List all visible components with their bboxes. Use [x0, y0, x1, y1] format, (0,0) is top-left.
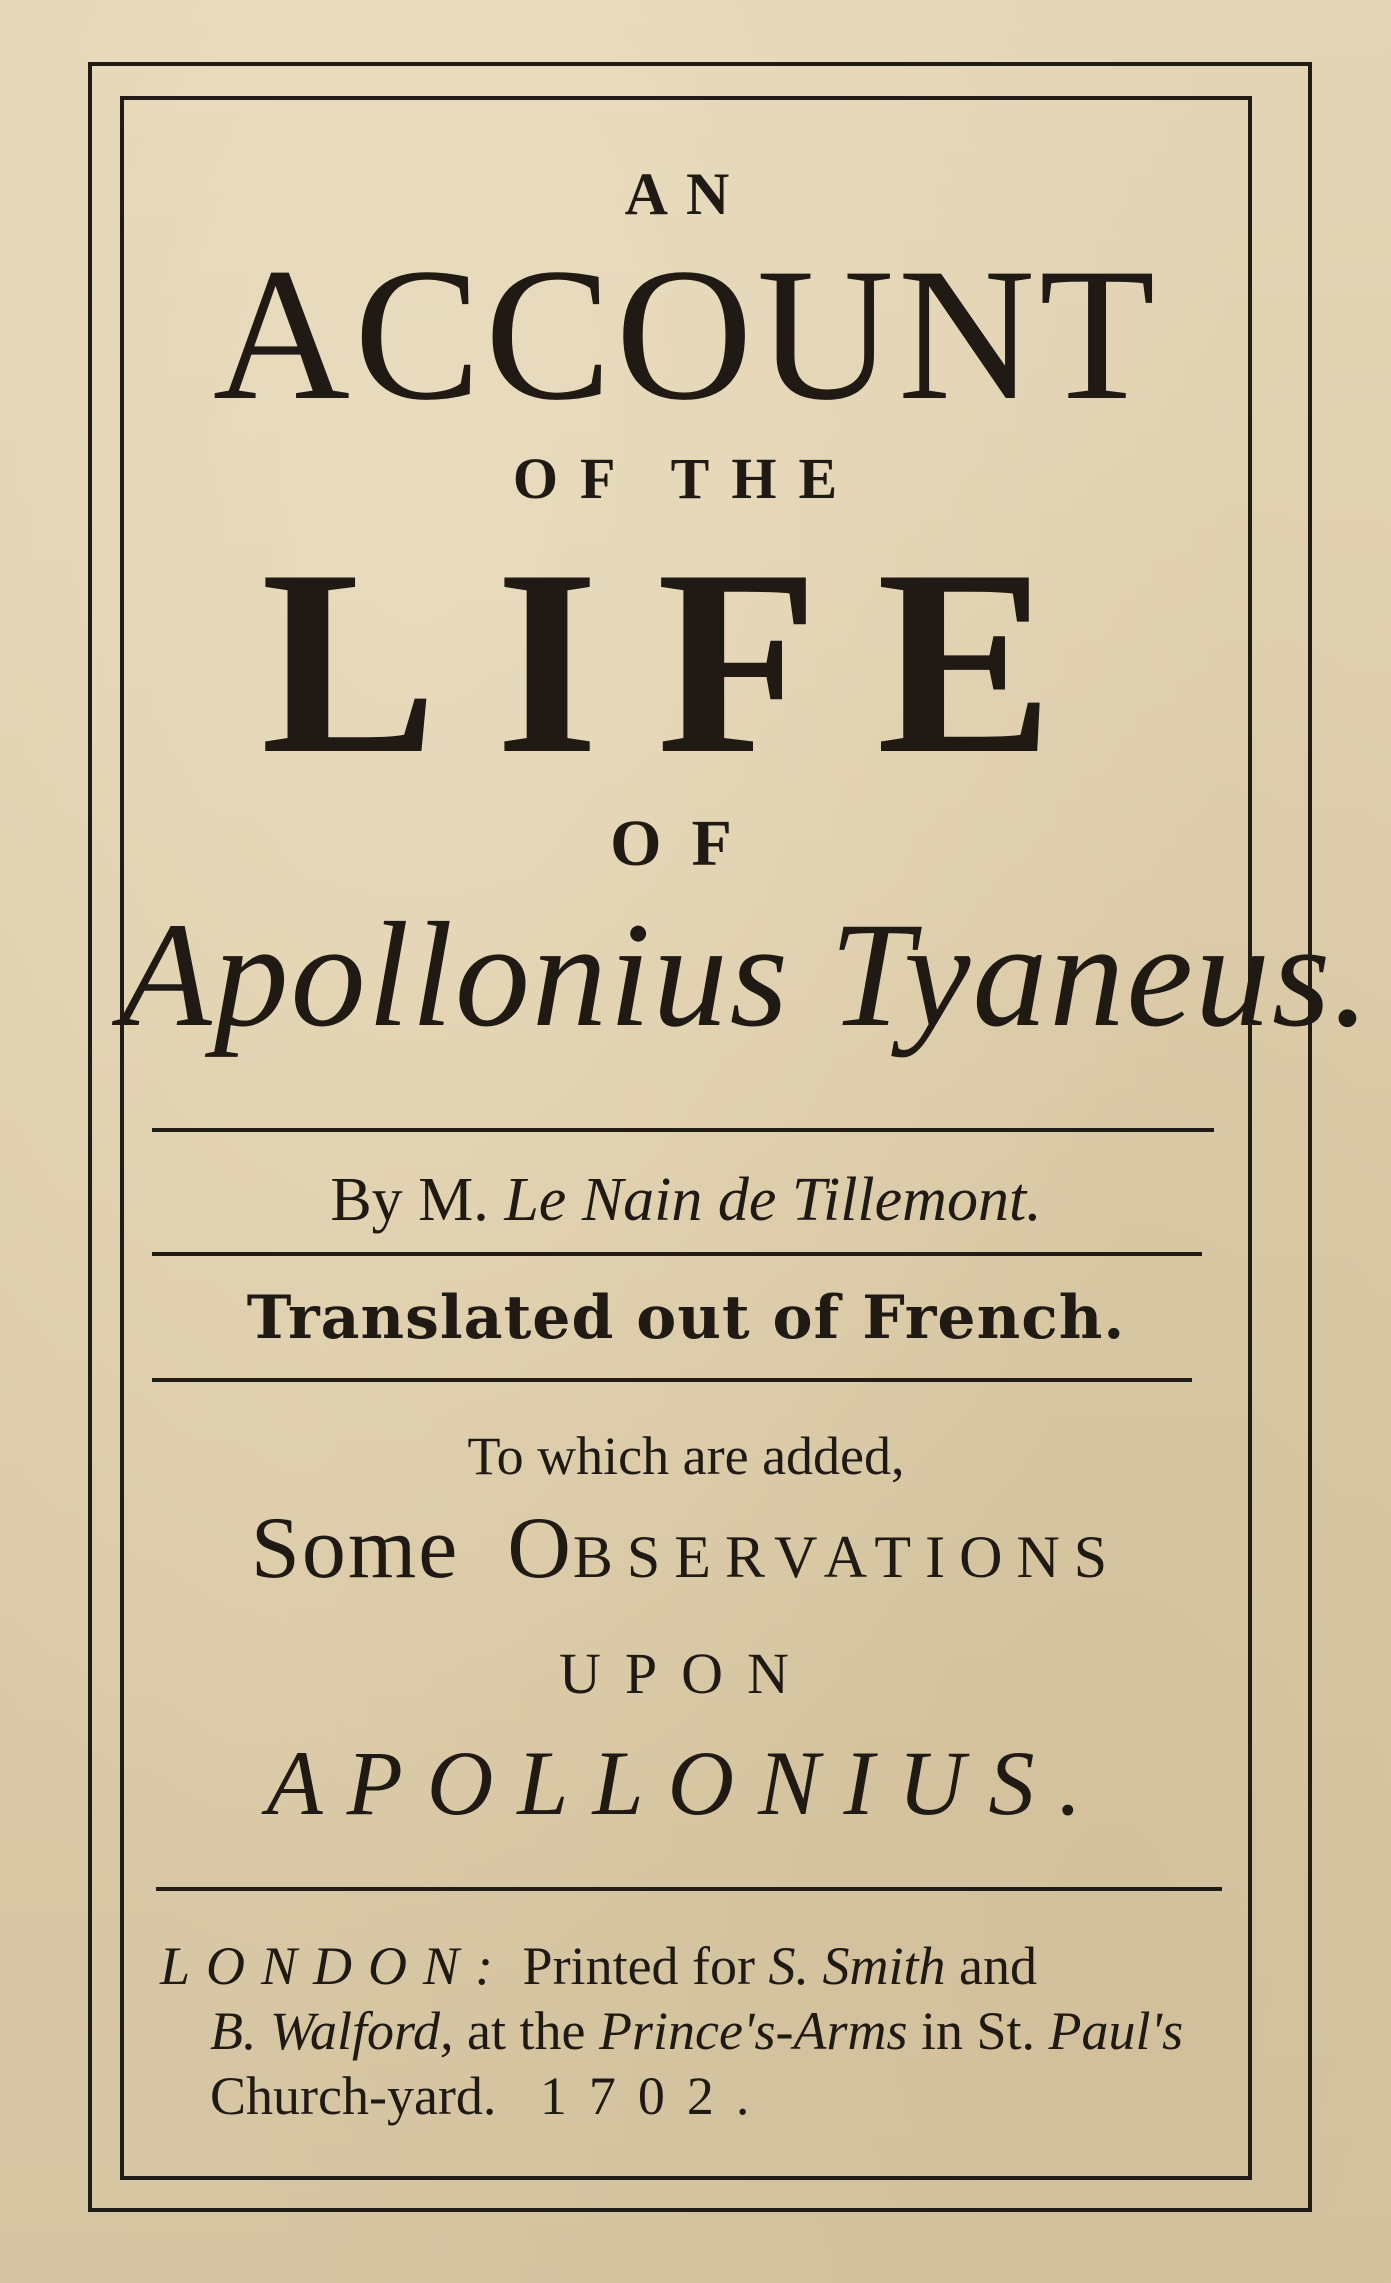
imprint-city: LONDON:	[160, 1936, 510, 1996]
title-line-of-the: OF THE	[512, 446, 860, 511]
word-some: Some	[250, 1500, 460, 1597]
rule-divider-1	[152, 1128, 1214, 1132]
imprint-at-the: at the	[467, 2001, 586, 2061]
rule-divider-4	[156, 1887, 1222, 1891]
obs-rest: BSERVATIONS	[572, 1524, 1122, 1590]
title-line-an: AN	[624, 161, 748, 227]
imprint-line-2	[210, 2000, 1240, 2062]
rule-divider-2	[152, 1252, 1202, 1256]
title-subject: Apollonius Tyaneus.	[120, 892, 1372, 1058]
title-line-account: ACCOUNT	[212, 230, 1160, 440]
title-line-of: OF	[610, 807, 762, 880]
imprint-printer-1: S. Smith	[768, 1936, 946, 1996]
additions-intro: To which are added,	[467, 1426, 905, 1486]
obs-initial: O	[507, 1500, 573, 1597]
additions-upon: UPON	[559, 1641, 813, 1706]
imprint-sign: Prince's-Arms	[598, 2001, 908, 2061]
imprint-and: and	[959, 1936, 1037, 1996]
imprint-printed-for: Printed for	[522, 1936, 755, 1996]
title-line-life: LIFE	[260, 516, 1112, 809]
additions-observations	[120, 1498, 1252, 1599]
imprint-place-1: Paul's	[1048, 2001, 1184, 2061]
imprint-line-1	[160, 1935, 1240, 1997]
rule-divider-3	[152, 1378, 1192, 1382]
author-prefix: By M.	[330, 1166, 489, 1234]
author-name: Le Nain de Tillemont.	[504, 1166, 1042, 1234]
imprint-line-3	[210, 2065, 1240, 2127]
translation-note: Translated out of French.	[246, 1283, 1126, 1353]
imprint-in: in St.	[920, 2001, 1036, 2061]
author-line	[120, 1165, 1252, 1236]
imprint-printer-2: B. Walford,	[210, 2001, 454, 2061]
imprint-place-2: Church-yard.	[210, 2066, 497, 2126]
imprint-year: 1702.	[539, 2066, 772, 2126]
additions-subject: APOLLONIUS.	[266, 1732, 1106, 1834]
